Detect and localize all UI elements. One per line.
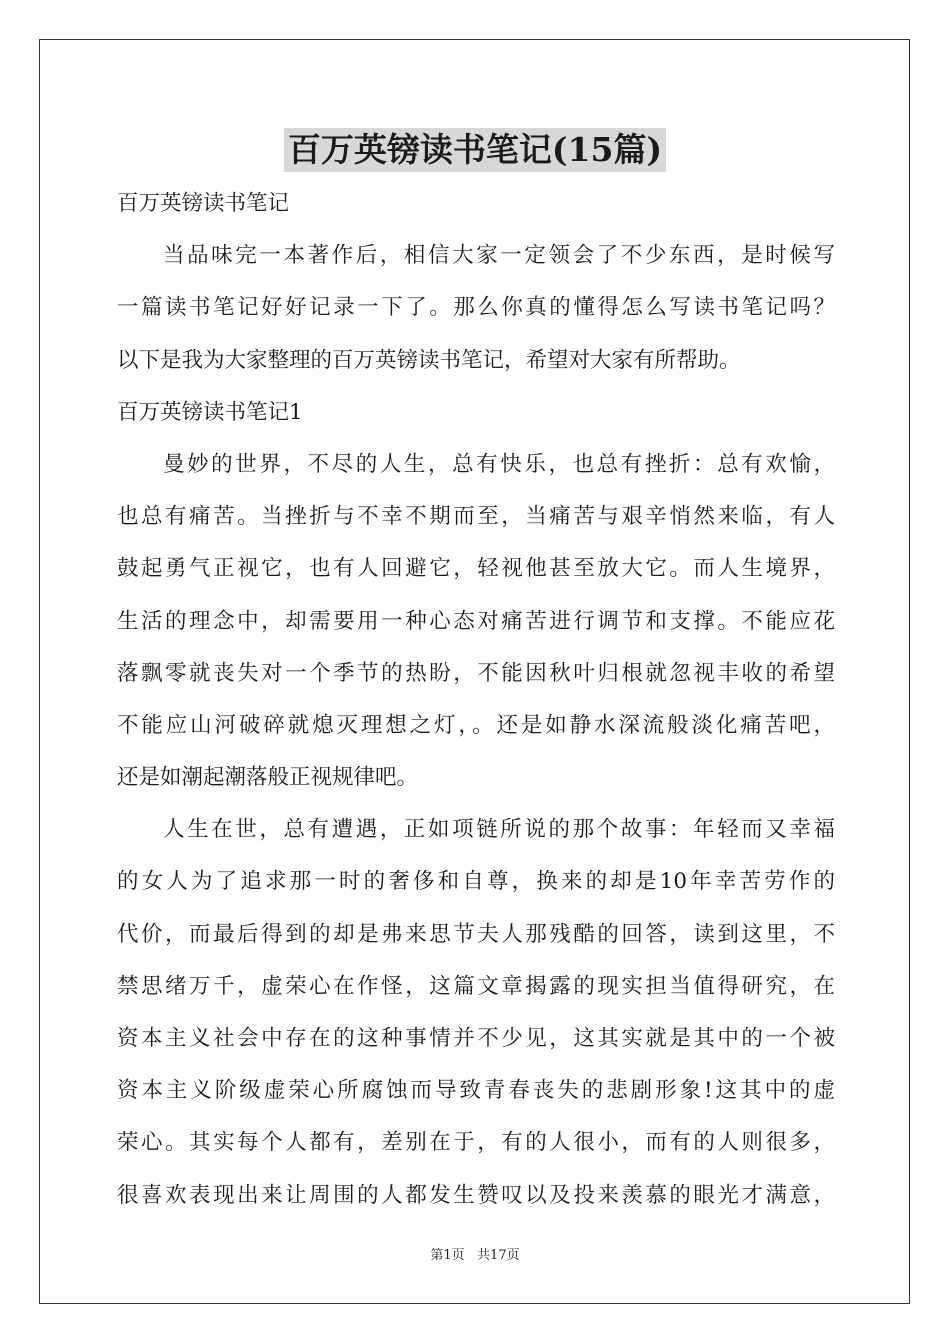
- text-line: 曼妙的世界，不尽的人生，总有快乐，也总有挫折：总有欢愉，: [163, 451, 835, 477]
- text-line: 代价，而最后得到的却是弗来思节夫人那残酷的回答，读到这里，不: [117, 921, 835, 947]
- text-line: 不能应山河破碎就熄灭理想之灯，。还是如静水深流般淡化痛苦吧，: [117, 712, 835, 738]
- text-line: 百万英镑读书笔记1: [117, 399, 303, 425]
- text-line: 以下是我为大家整理的百万英镑读书笔记，希望对大家有所帮助。: [117, 347, 741, 373]
- page-footer: 第1页 共17页: [430, 1248, 520, 1263]
- text-line: 落飘零就丧失对一个季节的热盼，不能因秋叶归根就忽视丰收的希望: [117, 660, 835, 686]
- document-title: 百万英镑读书笔记(15篇): [284, 128, 666, 172]
- text-line: 还是如潮起潮落般正视规律吧。: [117, 765, 419, 791]
- text-line: 资本主义阶级虚荣心所腐蚀而导致青春丧失的悲剧形象!这其中的虚: [117, 1078, 835, 1104]
- text-line: 荣心。其实每个人都有，差别在于，有的人很小，而有的人则很多，: [117, 1130, 835, 1156]
- text-line: 当品味完一本著作后，相信大家一定领会了不少东西，是时候写: [163, 243, 835, 269]
- title-container: [0, 128, 950, 172]
- text-line: 资本主义社会中存在的这种事情并不少见，这其实就是其中的一个被: [117, 1026, 835, 1051]
- text-line: 很喜欢表现出来让周围的人都发生赞叹以及投来羡慕的眼光才满意，: [117, 1182, 835, 1208]
- document-body: [117, 178, 835, 1222]
- text-line: 禁思绪万千，虚荣心在作怪，这篇文章揭露的现实担当值得研究，在: [117, 973, 835, 999]
- text-line: 百万英镑读书笔记: [117, 191, 290, 216]
- text-line: 的女人为了追求那一时的奢侈和自尊，换来的却是10年幸苦劳作的: [117, 869, 835, 895]
- text-line: 鼓起勇气正视它，也有人回避它，轻视他甚至放大它。而人生境界，: [117, 556, 835, 582]
- text-line: 一篇读书笔记好好记录一下了。那么你真的懂得怎么写读书笔记吗？: [117, 295, 835, 321]
- text-line: 也总有痛苦。当挫折与不幸不期而至，当痛苦与艰辛悄然来临，有人: [117, 504, 835, 530]
- text-line: 人生在世，总有遭遇，正如项链所说的那个故事：年轻而又幸福: [163, 817, 835, 843]
- text-line: 生活的理念中，却需要用一种心态对痛苦进行调节和支撑。不能应花: [117, 608, 835, 634]
